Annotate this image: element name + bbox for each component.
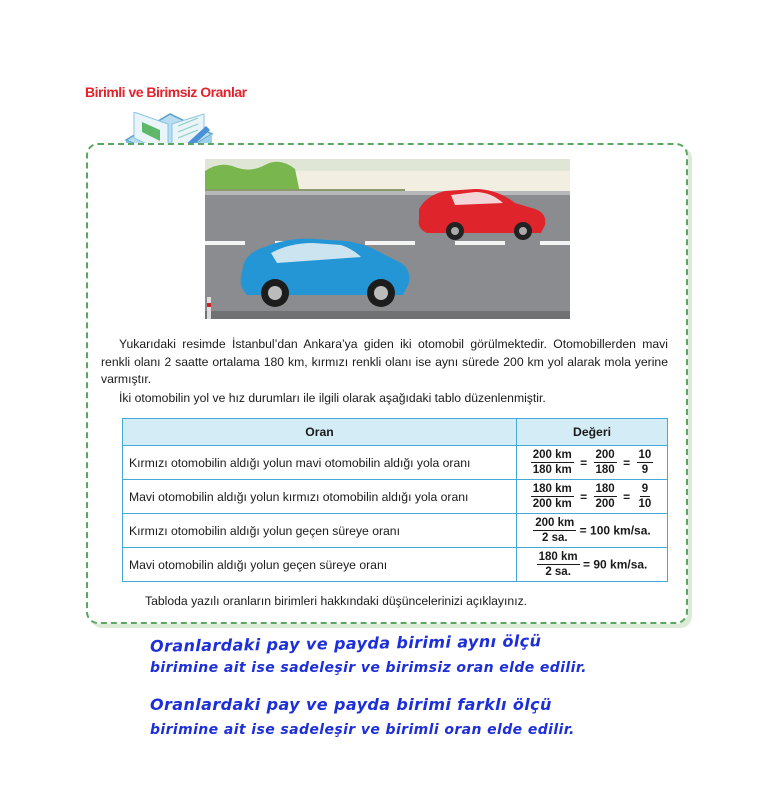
section-title: Birimli ve Birimsiz Oranlar <box>85 84 247 100</box>
row-label: Kırmızı otomobilin aldığı yolun mavi otomobilin aldığı yola oranı <box>123 446 517 480</box>
table-row <box>123 446 668 480</box>
intro-paragraph: Yukarıdaki resimde İstanbul’dan Ankara’ya giden iki otomobil görülmektedir. Otomobillerden mavi renkli olanı 2 saatte ortalama 180 km, kırmızı renkli olanı ise aynı sürede 200 km yol alarak mola yerine varmıştır. <box>101 337 668 386</box>
table-row <box>123 514 668 548</box>
column-header-value: Değeri <box>517 419 668 446</box>
ratio-table <box>122 418 668 582</box>
fraction: $\frac{9}{10}$ <box>638 483 652 510</box>
table-row <box>123 548 668 582</box>
fraction: $\frac{200 km}{2 sa.}$ <box>535 517 575 544</box>
row-value: $\frac{200 km}{180 km}$ = $\frac{200}{180}$ = $\frac{10}{9}$ <box>517 446 668 480</box>
handwritten-line: birimine ait ise sadeleşir ve birimli oran elde edilir. <box>150 722 575 738</box>
row-value: $\frac{200 km}{2 sa.}$ = 100 km/sa. <box>517 514 668 548</box>
fraction: $\frac{10}{9}$ <box>638 449 652 476</box>
row-label: Mavi otomobilin aldığı yolun geçen süreye oranı <box>123 548 517 582</box>
row-value: $\frac{180 km}{200 km}$ = $\frac{180}{200}$ = $\frac{9}{10}$ <box>517 480 668 514</box>
table-row <box>123 480 668 514</box>
row-label: Kırmızı otomobilin aldığı yolun geçen süreye oranı <box>123 514 517 548</box>
fraction: $\frac{180 km}{200 km}$ <box>532 483 572 510</box>
table-intro-paragraph: İki otomobilin yol ve hız durumları ile ilgili olarak aşağıdaki tablo düzenlenmiştir. <box>119 391 546 405</box>
fraction: $\frac{200}{180}$ <box>595 449 615 476</box>
handwritten-line: Oranlardaki pay ve payda birimi aynı ölçü <box>149 631 542 656</box>
handwritten-line: birimine ait ise sadeleşir ve birimsiz oran elde edilir. <box>150 660 587 676</box>
road-cars-illustration <box>205 159 570 319</box>
fraction: $\frac{180 km}{2 sa.}$ <box>538 551 578 578</box>
column-header-ratio: Oran <box>123 419 517 446</box>
handwritten-line: Oranlardaki pay ve payda birimi farklı ölçü <box>150 695 552 714</box>
fraction: $\frac{200 km}{180 km}$ <box>532 449 572 476</box>
row-value: $\frac{180 km}{2 sa.}$ = 90 km/sa. <box>517 548 668 582</box>
row-label: Mavi otomobilin aldığı yolun kırmızı otomobilin aldığı yola oranı <box>123 480 517 514</box>
fraction: $\frac{180}{200}$ <box>595 483 615 510</box>
closing-question: Tabloda yazılı oranların birimleri hakkındaki düşüncelerinizi açıklayınız. <box>145 594 528 608</box>
